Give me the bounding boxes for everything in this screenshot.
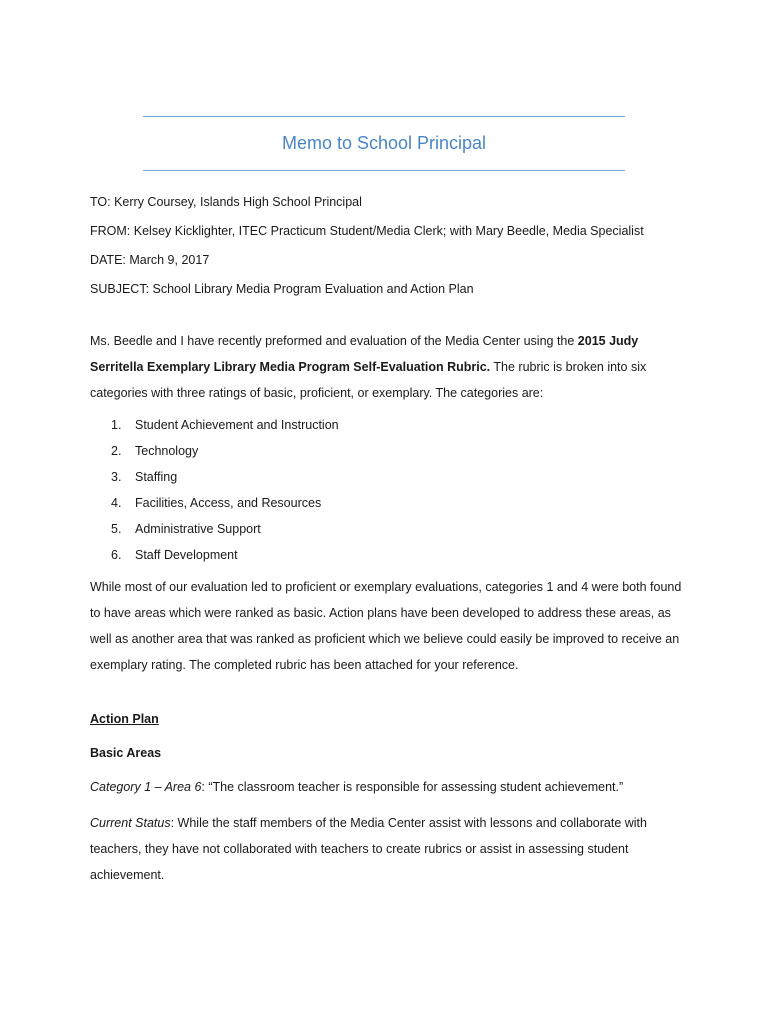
from-label: FROM: bbox=[90, 224, 134, 238]
intro-text-before: Ms. Beedle and I have recently preformed and evaluation of the Media Center using the bbox=[90, 334, 578, 348]
from-line bbox=[90, 218, 690, 247]
intro-text-after: The rubric is broken into six categories with three ratings of basic, proficient, or exemplary. The categories are: bbox=[90, 360, 647, 400]
list-item: 5. Administrative Support bbox=[111, 522, 261, 536]
list-item: 2. Technology bbox=[111, 444, 199, 458]
list-item: 4. Facilities, Access, and Resources bbox=[111, 496, 322, 510]
rubric-name: 2015 Judy Serritella Exemplary Library Media Program Self-Evaluation Rubric. bbox=[90, 334, 639, 374]
category-item-quote: “The classroom teacher is responsible for assessing student achievement.” bbox=[208, 780, 624, 794]
category-item-label: Category 1 – Area 6 bbox=[90, 780, 202, 794]
date-value: March 9, 2017 bbox=[129, 253, 210, 267]
title-top-rule bbox=[143, 116, 625, 117]
action-plan-heading: Action Plan bbox=[90, 712, 159, 726]
list-item: 3. Staffing bbox=[111, 470, 178, 484]
to-line bbox=[90, 189, 690, 218]
subject-value: School Library Media Program Evaluation and Action Plan bbox=[152, 282, 474, 296]
current-status-separator: : bbox=[170, 816, 178, 830]
list-item: 1. Student Achievement and Instruction bbox=[111, 418, 339, 432]
title-bottom-rule bbox=[143, 170, 625, 171]
current-status-label: Current Status bbox=[90, 816, 171, 830]
current-status-paragraph bbox=[90, 810, 690, 888]
summary-paragraph: While most of our evaluation led to proficient or exemplary evaluations, categories 1 and 4 were both found to have areas which were ranked as basic. Action plans have been developed to address these areas, as well as another area that was ranked as proficient which we believe could easily be improved to receive an exemplary rating. The completed rubric has been attached for your reference. bbox=[90, 580, 682, 672]
memo-title: Memo to School Principal bbox=[281, 133, 487, 153]
current-status-text: While the staff members of the Media Center assist with lessons and collaborate with teachers, they have not collaborated with teachers to create rubrics or assist in assessing student achievement. bbox=[90, 816, 647, 882]
from-value: Kelsey Kicklighter, ITEC Practicum Student/Media Clerk; with Mary Beedle, Media Specialist bbox=[133, 224, 644, 238]
date-label: DATE: bbox=[90, 253, 130, 267]
memo-body bbox=[90, 189, 690, 888]
subject-label: SUBJECT: bbox=[90, 282, 153, 296]
to-value: Kerry Coursey, Islands High School Principal bbox=[114, 195, 362, 209]
to-label: TO: bbox=[90, 195, 115, 209]
subject-line bbox=[90, 276, 690, 305]
basic-areas-heading: Basic Areas bbox=[90, 746, 162, 760]
intro-paragraph bbox=[90, 328, 690, 406]
category-item-line bbox=[90, 774, 690, 810]
list-item: 6. Staff Development bbox=[111, 548, 238, 562]
date-line bbox=[90, 247, 690, 276]
category-list bbox=[90, 412, 690, 568]
category-item-separator: : bbox=[201, 780, 209, 794]
